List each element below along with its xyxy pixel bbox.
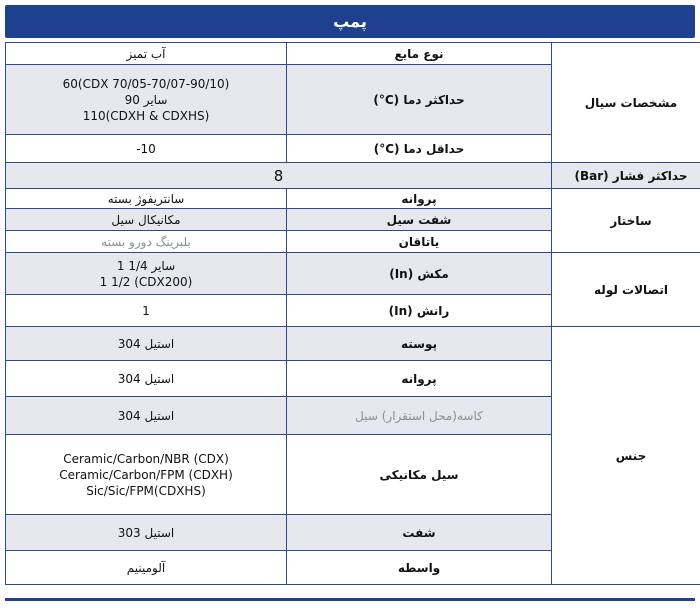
value-line: Ceramic/Carbon/FPM (CDXH) xyxy=(59,467,233,482)
property-cell: پروانه xyxy=(287,361,552,397)
value-line: -10 xyxy=(136,141,156,156)
property-cell: پوسته xyxy=(287,327,552,361)
value-cell xyxy=(6,253,287,295)
property-cell: پروانه xyxy=(287,189,552,209)
category-cell: جنس xyxy=(552,327,700,585)
value-line: 110(CDXH & CDXHS) xyxy=(82,108,210,123)
property-cell: نوع مایع xyxy=(287,43,552,65)
category-cell: ساختار xyxy=(552,189,700,253)
value-cell: استیل 304 xyxy=(6,327,287,361)
value-cell: سانتریفوژ بسته xyxy=(6,189,287,209)
pressure-label: حداکثر فشار (Bar) xyxy=(552,163,700,189)
table-row xyxy=(6,253,700,295)
value-line: 60(CDX 70/05-70/07-90/10) xyxy=(62,76,230,91)
value-line: سایر 1/4 1 xyxy=(116,258,176,273)
value-line: Sic/Sic/FPM(CDXHS) xyxy=(86,483,206,498)
value-line: Ceramic/Carbon/NBR (CDX) xyxy=(63,451,229,466)
property-cell: حداقل دما (C°) xyxy=(287,135,552,163)
value-line: 1 1/2 (CDX200) xyxy=(99,274,193,289)
value-cell: بلبرینگ دورو بسته xyxy=(6,231,287,253)
property-cell: شفت سیل xyxy=(287,209,552,231)
value-cell xyxy=(6,435,287,515)
property-cell: حداکثر دما (C°) xyxy=(287,65,552,135)
value-cell: استیل 304 xyxy=(6,397,287,435)
value-cell: مکانیکال سیل xyxy=(6,209,287,231)
value-cell xyxy=(6,65,287,135)
table-row xyxy=(6,327,700,361)
value-cell: آلومینیم xyxy=(6,551,287,585)
table-row xyxy=(6,189,700,209)
bottom-border xyxy=(5,598,695,601)
value-cell xyxy=(6,43,287,65)
value-cell xyxy=(6,135,287,163)
table-row xyxy=(6,43,700,65)
table-row xyxy=(6,163,700,189)
value-line: سایر 90 xyxy=(124,92,168,107)
property-cell: مکش (In) xyxy=(287,253,552,295)
category-cell: مشخصات سیال xyxy=(552,43,700,163)
property-cell: شفت xyxy=(287,515,552,551)
value-line: آب تمیز xyxy=(126,46,166,61)
property-cell: کاسه(محل استقرار) سیل xyxy=(287,397,552,435)
value-cell: استیل 303 xyxy=(6,515,287,551)
pressure-value: 8 xyxy=(6,163,552,189)
property-cell: سیل مکانیکی xyxy=(287,435,552,515)
spec-table xyxy=(5,42,700,585)
property-cell: یاتاقان xyxy=(287,231,552,253)
page-title: پمپ xyxy=(5,5,695,38)
property-cell: واسطه xyxy=(287,551,552,585)
value-cell: 1 xyxy=(6,295,287,327)
value-cell: استیل 304 xyxy=(6,361,287,397)
category-cell: اتصالات لوله xyxy=(552,253,700,327)
property-cell: رانش (In) xyxy=(287,295,552,327)
